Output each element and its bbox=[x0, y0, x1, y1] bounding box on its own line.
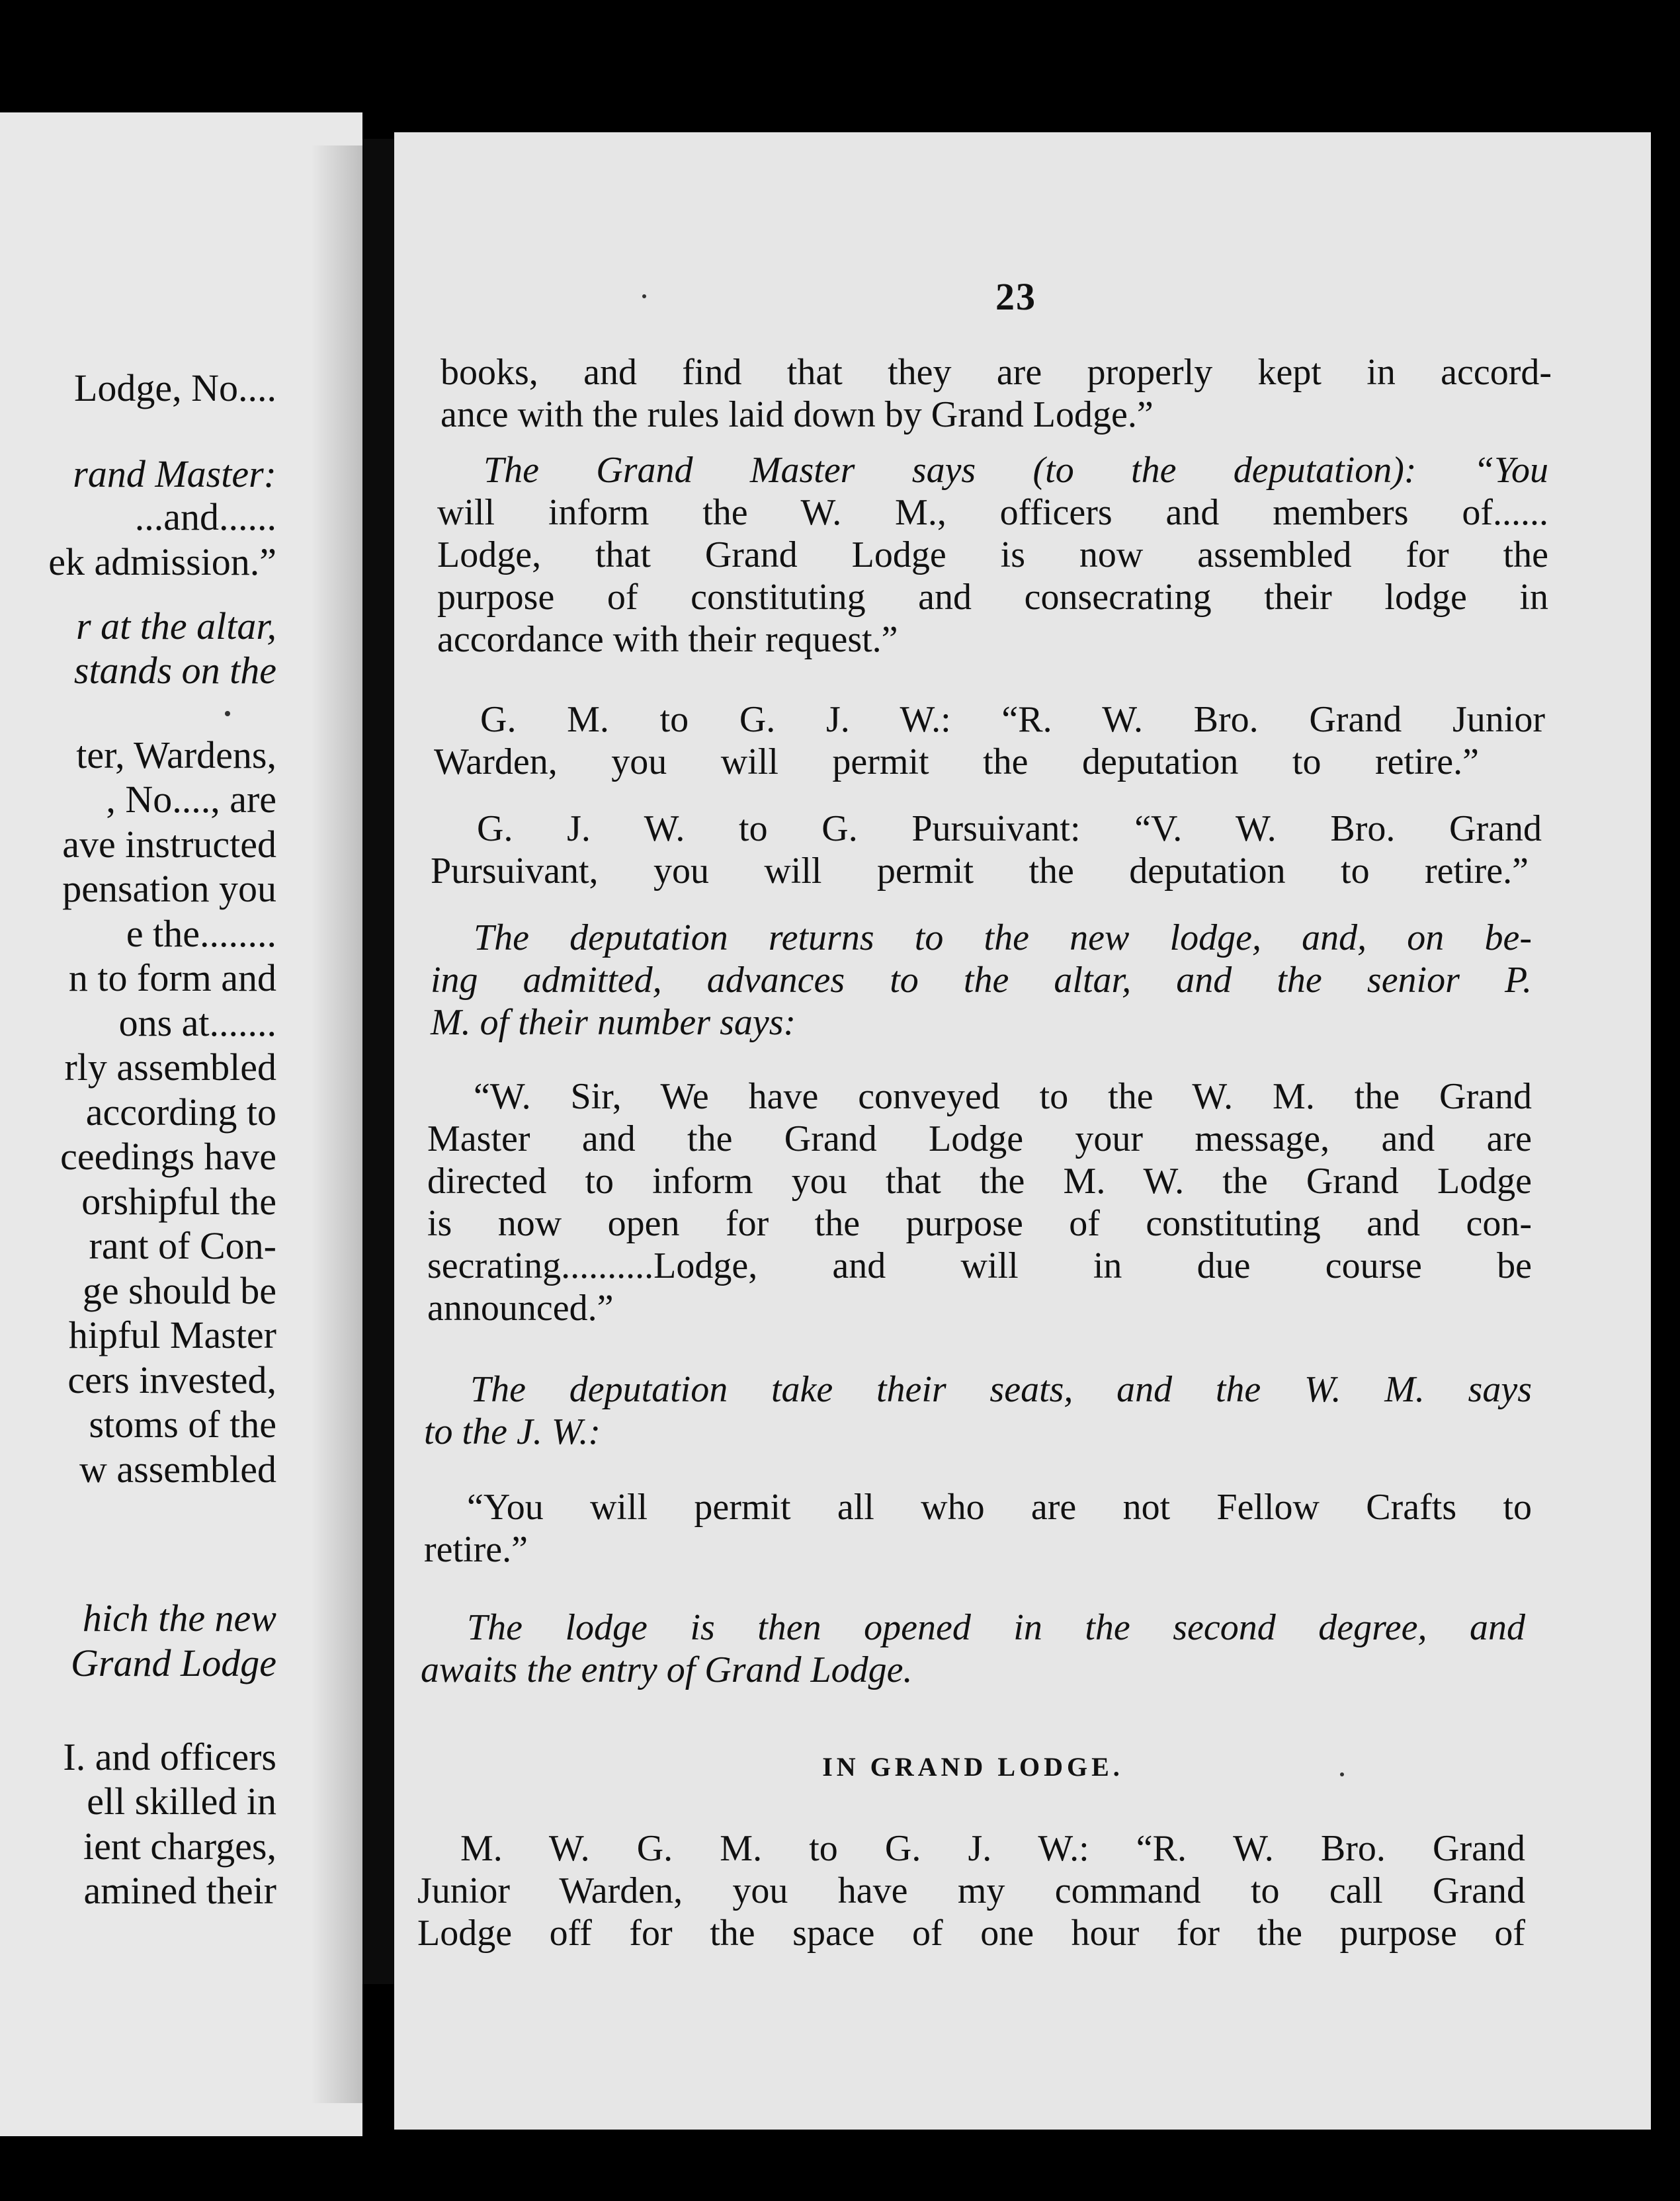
text-line: G. M. to G. J. W.: “R. W. Bro. Grand Junior bbox=[480, 699, 1545, 740]
left-line: ient charges, bbox=[83, 1825, 276, 1868]
page-number: 23 bbox=[995, 275, 1036, 318]
left-line: r at the altar, bbox=[76, 604, 276, 647]
left-page bbox=[0, 112, 362, 2136]
text-line: Warden, you will permit the deputation to retire.” bbox=[434, 741, 1479, 782]
text-line: M. W. G. M. to G. J. W.: “R. W. Bro. Grand bbox=[460, 1828, 1525, 1869]
text-line: “You will permit all who are not Fellow Crafts to bbox=[467, 1487, 1532, 1528]
text-line: Master and the Grand Lodge your message, and are bbox=[427, 1118, 1532, 1159]
left-line: ...and...... bbox=[134, 495, 276, 538]
left-line: Lodge, No.... bbox=[73, 366, 276, 409]
text-line: M. of their number says: bbox=[431, 1002, 796, 1043]
text-line: Lodge, that Grand Lodge is now assembled for the bbox=[437, 534, 1548, 575]
ink-speck bbox=[225, 711, 230, 716]
left-line: hipful Master bbox=[68, 1313, 276, 1356]
text-line: announced.” bbox=[427, 1288, 614, 1329]
left-line: ter, Wardens, bbox=[76, 733, 276, 776]
text-line: The deputation returns to the new lodge, and, on be- bbox=[474, 917, 1532, 958]
left-line: rand Master: bbox=[73, 452, 276, 495]
text-line: accordance with their request.” bbox=[437, 619, 898, 660]
left-line: e the........ bbox=[126, 912, 276, 955]
left-line: ave instructed bbox=[62, 823, 276, 866]
text-line: The lodge is then opened in the second degree, and bbox=[467, 1607, 1525, 1648]
ink-speck bbox=[642, 294, 646, 298]
left-line: according to bbox=[85, 1091, 276, 1134]
text-line: purpose of constituting and consecrating their lodge in bbox=[437, 577, 1548, 618]
text-line: ing admitted, advances to the altar, and the senior P. bbox=[431, 960, 1532, 1001]
text-line: Lodge off for the space of one hour for the purpose of bbox=[417, 1913, 1525, 1954]
text-line: G. J. W. to G. Pursuivant: “V. W. Bro. Grand bbox=[477, 808, 1542, 849]
left-line: ge should be bbox=[82, 1269, 276, 1312]
left-line: rant of Con- bbox=[89, 1224, 276, 1267]
text-line: The Grand Master says (to the deputation): “You bbox=[483, 450, 1548, 491]
text-line: to the J. W.: bbox=[424, 1411, 601, 1452]
left-line: pensation you bbox=[62, 867, 276, 910]
book-gutter bbox=[362, 139, 394, 1984]
text-line: retire.” bbox=[424, 1529, 528, 1570]
text-line: is now open for the purpose of constituting and con- bbox=[427, 1203, 1532, 1244]
right-page bbox=[394, 132, 1651, 2130]
text-line: awaits the entry of Grand Lodge. bbox=[421, 1649, 913, 1690]
text-line: Pursuivant, you will permit the deputation to retire.” bbox=[431, 851, 1529, 892]
left-line: hich the new bbox=[82, 1597, 276, 1640]
left-line: I. and officers bbox=[63, 1735, 276, 1778]
left-line: rly assembled bbox=[64, 1046, 276, 1089]
left-line: ell skilled in bbox=[87, 1780, 276, 1823]
left-line: cers invested, bbox=[67, 1358, 276, 1401]
left-line: ceedings have bbox=[60, 1135, 276, 1178]
gutter-shadow bbox=[311, 145, 362, 2103]
text-line: will inform the W. M., officers and members of...... bbox=[437, 492, 1548, 533]
left-line: n to form and bbox=[68, 956, 276, 999]
ink-speck bbox=[1340, 1772, 1344, 1776]
text-line: The deputation take their seats, and the W. M. says bbox=[470, 1369, 1532, 1410]
text-line: Junior Warden, you have my command to call Grand bbox=[417, 1870, 1525, 1911]
left-line: amined their bbox=[83, 1869, 276, 1912]
left-line: stands on the bbox=[73, 649, 276, 692]
left-line: w assembled bbox=[79, 1448, 276, 1491]
text-line: secrating..........Lodge, and will in due course be bbox=[427, 1245, 1532, 1286]
text-line: “W. Sir, We have conveyed to the W. M. the Grand bbox=[474, 1076, 1532, 1117]
section-heading: IN GRAND LODGE. bbox=[822, 1752, 1124, 1782]
left-line: ek admission.” bbox=[48, 540, 276, 583]
left-line: ons at....... bbox=[118, 1001, 276, 1044]
left-line: orshipful the bbox=[81, 1180, 276, 1223]
text-line: books, and find that they are properly kept in accord- bbox=[441, 352, 1552, 393]
left-line: , No...., are bbox=[106, 778, 276, 821]
left-line: Grand Lodge bbox=[71, 1641, 276, 1684]
text-line: ance with the rules laid down by Grand Lodge.” bbox=[441, 394, 1154, 435]
left-line: stoms of the bbox=[89, 1403, 276, 1446]
text-line: directed to inform you that the M. W. the Grand Lodge bbox=[427, 1161, 1532, 1202]
